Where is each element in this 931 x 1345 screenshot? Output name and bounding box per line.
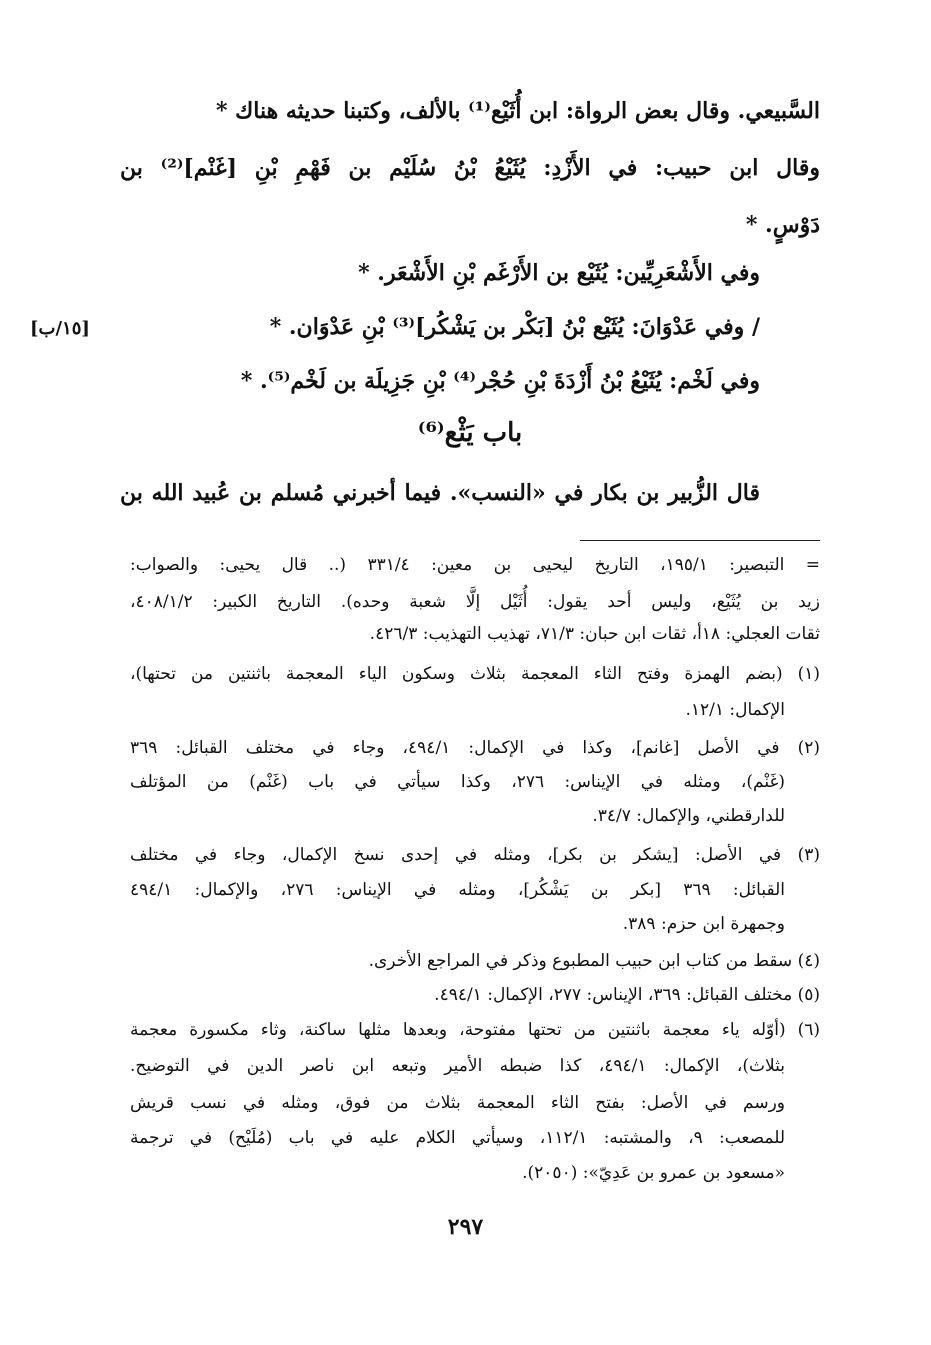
footnote-2-cont: (غَنْم)، ومثله في الإيناس: ٢٧٦، وكذا سيأتي في باب (غَنْم) من المؤتلف (130, 772, 786, 792)
footnote-6-cont3: للمصعب: ٩، والمشتبه: ١١٢/١، وسيأتي الكلام عليه في باب (مُلَيْح) في ترجمة (130, 1128, 785, 1148)
footnote-line-1: = التبصير: ١٩٥/١، التاريخ ليحيى بن معين: ٣٣١/٤ (.. قال يحيى: والصواب: (130, 555, 820, 575)
footnote-3-cont: القبائل: ٣٦٩ [بكر بن يَشْكُر]، ومثله في الإيناس: ٢٧٦، والإكمال: ٤٩٤/١ (130, 880, 785, 900)
footnote-2: (٢) في الأصل [غانم]، وكذا في الإكمال: ٤٩٤/١، وجاء في مختلف القبائل: ٣٦٩ (130, 738, 820, 758)
footnote-6-cont2: ورسم في الأصل: بفتح الثاء المعجمة بثلاث من فوق، ومثله في نسب قريش (130, 1093, 785, 1113)
footnote-line-2: زيد بن يُثَيْع، وليس أحد يقول: أُثَيْل إلَّا شعبة وحده). التاريخ الكبير: ٤٠٨/١/٢، (130, 592, 820, 612)
footnote-4: (٤) سقط من كتاب ابن حبيب المطبوع وذكر في المراجع الأخرى. (368, 951, 820, 971)
main-text-line-8: قال الزُّبير بن بكار في «النسب». فيما أخبرني مُسلم بن عُبيد الله بن (120, 480, 760, 506)
footnote-6-cont: بثلاث)، الإكمال: ٤٩٤/١، كذا ضبطه الأمير وتبعه ابن ناصر الدين في التوضيح. (130, 1056, 785, 1076)
footnote-2-cont2: للدارقطني، والإكمال: ٣٤/٧. (592, 806, 785, 826)
page-number: ٢٩٧ (447, 1214, 484, 1240)
footnote-3-cont2: وجمهرة ابن حزم: ٣٨٩. (622, 914, 785, 934)
main-text-line-6: وفي لَخْم: يُثَيْعُ بْنُ أَزْدَةَ بْنِ حُجْر⁽⁴⁾ بْنِ جَزِيلَة بن لَخْم⁽⁵⁾. * (240, 368, 760, 394)
footnote-6-cont4: «مسعود بن عمرو بن عَدِيّ»: (٢٠٥٠). (522, 1163, 785, 1183)
main-text-line-1: السَّبيعي. وقال بعض الرواة: ابن أُثَيْع⁽¹⁾ بالألف، وكتبنا حديثه هناك * (215, 98, 820, 124)
footnote-3: (٣) في الأصل: [يشكر بن بكر]، ومثله في إحدى نسخ الإكمال، وجاء في مختلف (130, 845, 820, 865)
main-text-line-3: دَوْسٍ. * (745, 212, 820, 238)
main-text-line-5: / وفي عَدْوَانَ: يُثَيْع بْنُ [بَكْر بن يَشْكُر]⁽³⁾ بْنِ عَدْوَان. * (269, 314, 760, 340)
footnote-separator (580, 540, 820, 541)
manuscript-folio-marker: [١٥/ب] (30, 318, 90, 339)
main-text-line-4: وفي الأَشْعَرِيِّين: يُثَيْع بن الأَرْغَم بْنِ الأَشْعَر. * (358, 260, 760, 286)
main-text-line-2: وقال ابن حبيب: في الأَزْدِ: يُثَيْعُ بْنُ سُلَيْم بن فَهْمِ بْنِ [غَنْم]⁽²⁾ بن (120, 155, 820, 181)
footnote-5: (٥) مختلف القبائل: ٣٦٩، الإيناس: ٢٧٧، الإكمال: ٤٩٤/١. (434, 985, 820, 1005)
section-heading: باب يَثْع⁽⁶⁾ (417, 418, 523, 448)
footnote-1: (١) (بضم الهمزة وفتح الثاء المعجمة بثلاث وسكون الياء المعجمة باثنتين من تحتها)، (130, 664, 820, 684)
footnote-1-cont: الإكمال: ١٢/١. (685, 700, 785, 720)
footnote-line-3: ثقات العجلي: ١٨أ، ثقات ابن حبان: ٧١/٣، تهذيب التهذيب: ٤٢٦/٣. (369, 624, 820, 644)
footnote-6: (٦) (أوّله ياء معجمة باثنتين من تحتها مفتوحة، وبعدها مثلها ساكنة، وثاء مكسورة معجمة (130, 1020, 820, 1040)
